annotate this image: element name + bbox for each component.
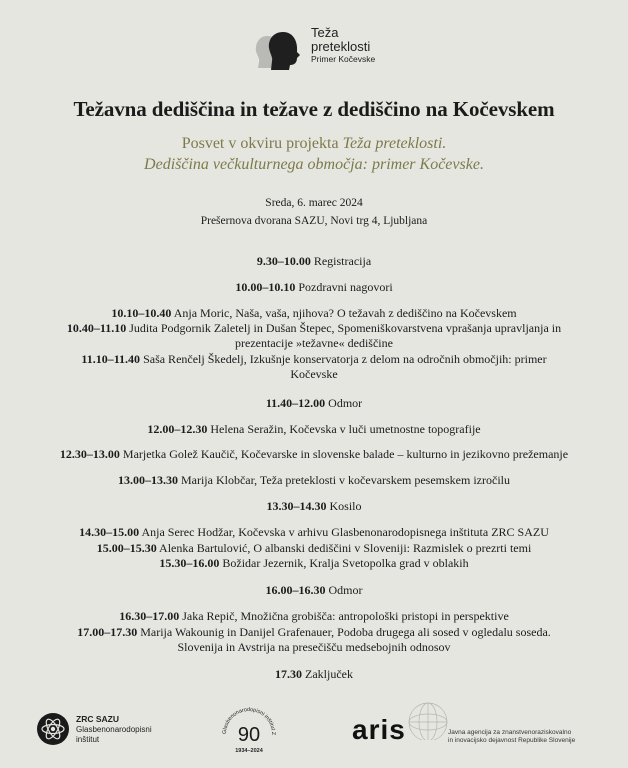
program-time: 14.30–15.00: [79, 525, 140, 539]
program-item: [0, 499, 628, 515]
program-text: Kosilo: [326, 499, 362, 513]
program-time: 9.30–10.00: [256, 254, 311, 268]
subtitle-line2: Dediščina večkulturnega območja: primer Kočevske.: [144, 156, 484, 173]
zrc-name: ZRC SAZU: [76, 714, 119, 724]
subtitle: [0, 133, 628, 175]
page-title: Težavna dediščina in težave z dediščino na Kočevskem: [73, 97, 555, 121]
program-time: 12.30–13.00: [59, 447, 120, 461]
subtitle-prefix: Posvet v okviru projekta: [181, 135, 343, 152]
program-text: Marija Klobčar, Teža preteklosti v kočevarskem pesemskem izročilu: [177, 473, 510, 487]
program-item: [0, 525, 628, 541]
program-item: [0, 280, 628, 296]
aris-logo: [348, 700, 588, 750]
program-item: [0, 625, 628, 641]
event-meta: [0, 194, 628, 230]
program-text: Alenka Bartulović, O albanski dediščini v Sloveniji: Razmislek o prezrti temi: [156, 541, 532, 555]
teza-preteklosti-logo: [253, 24, 383, 80]
subtitle-line1: [0, 133, 628, 154]
program-item: [0, 473, 628, 489]
program-time: 11.10–11.40: [81, 352, 141, 366]
program-time: 10.00–10.10: [235, 280, 296, 294]
program-text: Odmor: [325, 583, 363, 597]
program-item: [0, 556, 628, 572]
aris-wordmark: aris: [352, 714, 406, 745]
program-text: Anja Moric, Naša, vaša, njihova? O težavah z dediščino na Kočevskem: [171, 306, 517, 320]
program-item: [0, 321, 628, 337]
logo-line3: Primer Kočevske: [311, 54, 376, 65]
program-item: [0, 609, 628, 625]
program-item: [0, 396, 628, 412]
program-item-continued: [0, 640, 628, 656]
program-text: Helena Seražin, Kočevska v luči umetnostne topografije: [207, 422, 481, 436]
zrc-line3: inštitut: [76, 735, 100, 744]
gni-years: 1934–2024: [235, 748, 263, 754]
event-date: Sreda, 6. marec 2024: [265, 197, 363, 209]
program-item: [0, 254, 628, 270]
program-item: [0, 306, 628, 322]
program-item: [0, 352, 628, 368]
program-item: [0, 541, 628, 557]
program-item: [0, 583, 628, 599]
aris-desc-line1: Javna agencija za znanstvenoraziskovalno: [448, 729, 572, 736]
program-text: Marjetka Golež Kaučič, Kočevarske in slovenske balade – kulturno in jezikovno prežemanje: [119, 447, 569, 461]
program-time: 10.10–10.40: [111, 306, 172, 320]
program-time: 13.30–14.30: [266, 499, 327, 513]
program-text: prezentacije »težavne« dediščine: [235, 336, 393, 350]
program-text: Saša Renčelj Škedelj, Izkušnje konservatorja z delom na odročnih območjih: primer: [140, 352, 547, 366]
anniversary-seal-icon: [218, 700, 280, 762]
program-item-continued: [0, 336, 628, 352]
gni-arc-text: Glasbenonarodopisni inštitut Z: [221, 706, 277, 736]
program-text: Slovenija in Avstrija na presečišču medsebojnih odnosov: [177, 640, 451, 654]
gni-90-anniversary-logo: [218, 700, 280, 762]
logo-line2: preteklosti: [311, 38, 371, 54]
zrc-line2: Glasbenonarodopisni: [76, 725, 152, 734]
program-text: Odmor: [325, 396, 363, 410]
gni-number: 90: [237, 724, 261, 746]
program-time: 16.30–17.00: [119, 609, 180, 623]
program-text: Zaključek: [302, 667, 353, 681]
program-text: Pozdravni nagovori: [295, 280, 393, 294]
program-time: 11.40–12.00: [265, 396, 326, 410]
program-item-continued: [0, 367, 628, 383]
program-time: 16.00–16.30: [265, 583, 326, 597]
event-venue: Prešernova dvorana SAZU, Novi trg 4, Ljubljana: [200, 215, 428, 227]
two-heads-profile-icon: [253, 28, 307, 76]
program-text: Judita Podgornik Zaletelj in Dušan Štepec, Spomeniškovarstvena vprašanja upravljanja in: [126, 321, 562, 335]
program-time: 13.00–13.30: [117, 473, 178, 487]
program-item: [0, 422, 628, 438]
program-time: 10.40–11.10: [66, 321, 127, 335]
aris-desc-line2: in inovacijsko dejavnost Republike Slovenije: [448, 737, 576, 744]
zrc-sazu-logo: [36, 712, 196, 752]
program-time: 15.30–16.00: [159, 556, 220, 570]
program-time: 12.00–12.30: [147, 422, 208, 436]
atom-circle-icon: [36, 712, 70, 746]
program-text: Kočevske: [290, 367, 338, 381]
program-text: Anja Serec Hodžar, Kočevska v arhivu Glasbenonarodopisnega inštituta ZRC SAZU: [139, 525, 549, 539]
program-text: Registracija: [310, 254, 372, 268]
logo-line1: Teža: [311, 25, 339, 40]
program-text: Božidar Jezernik, Kralja Svetopolka grad v oblakih: [219, 556, 469, 570]
program-text: Jaka Repič, Množična grobišča: antropološki pristopi in perspektive: [179, 609, 509, 623]
program-item: [0, 667, 628, 683]
program-time: 15.00–15.30: [96, 541, 157, 555]
program-time: 17.30: [275, 667, 302, 681]
subtitle-project-name: Teža preteklosti.: [342, 135, 447, 152]
program-item: [0, 447, 628, 463]
program-text: Marija Wakounig in Danijel Grafenauer, Podoba drugega ali sosed v ogledalu soseda.: [137, 625, 551, 639]
program-time: 17.00–17.30: [77, 625, 138, 639]
